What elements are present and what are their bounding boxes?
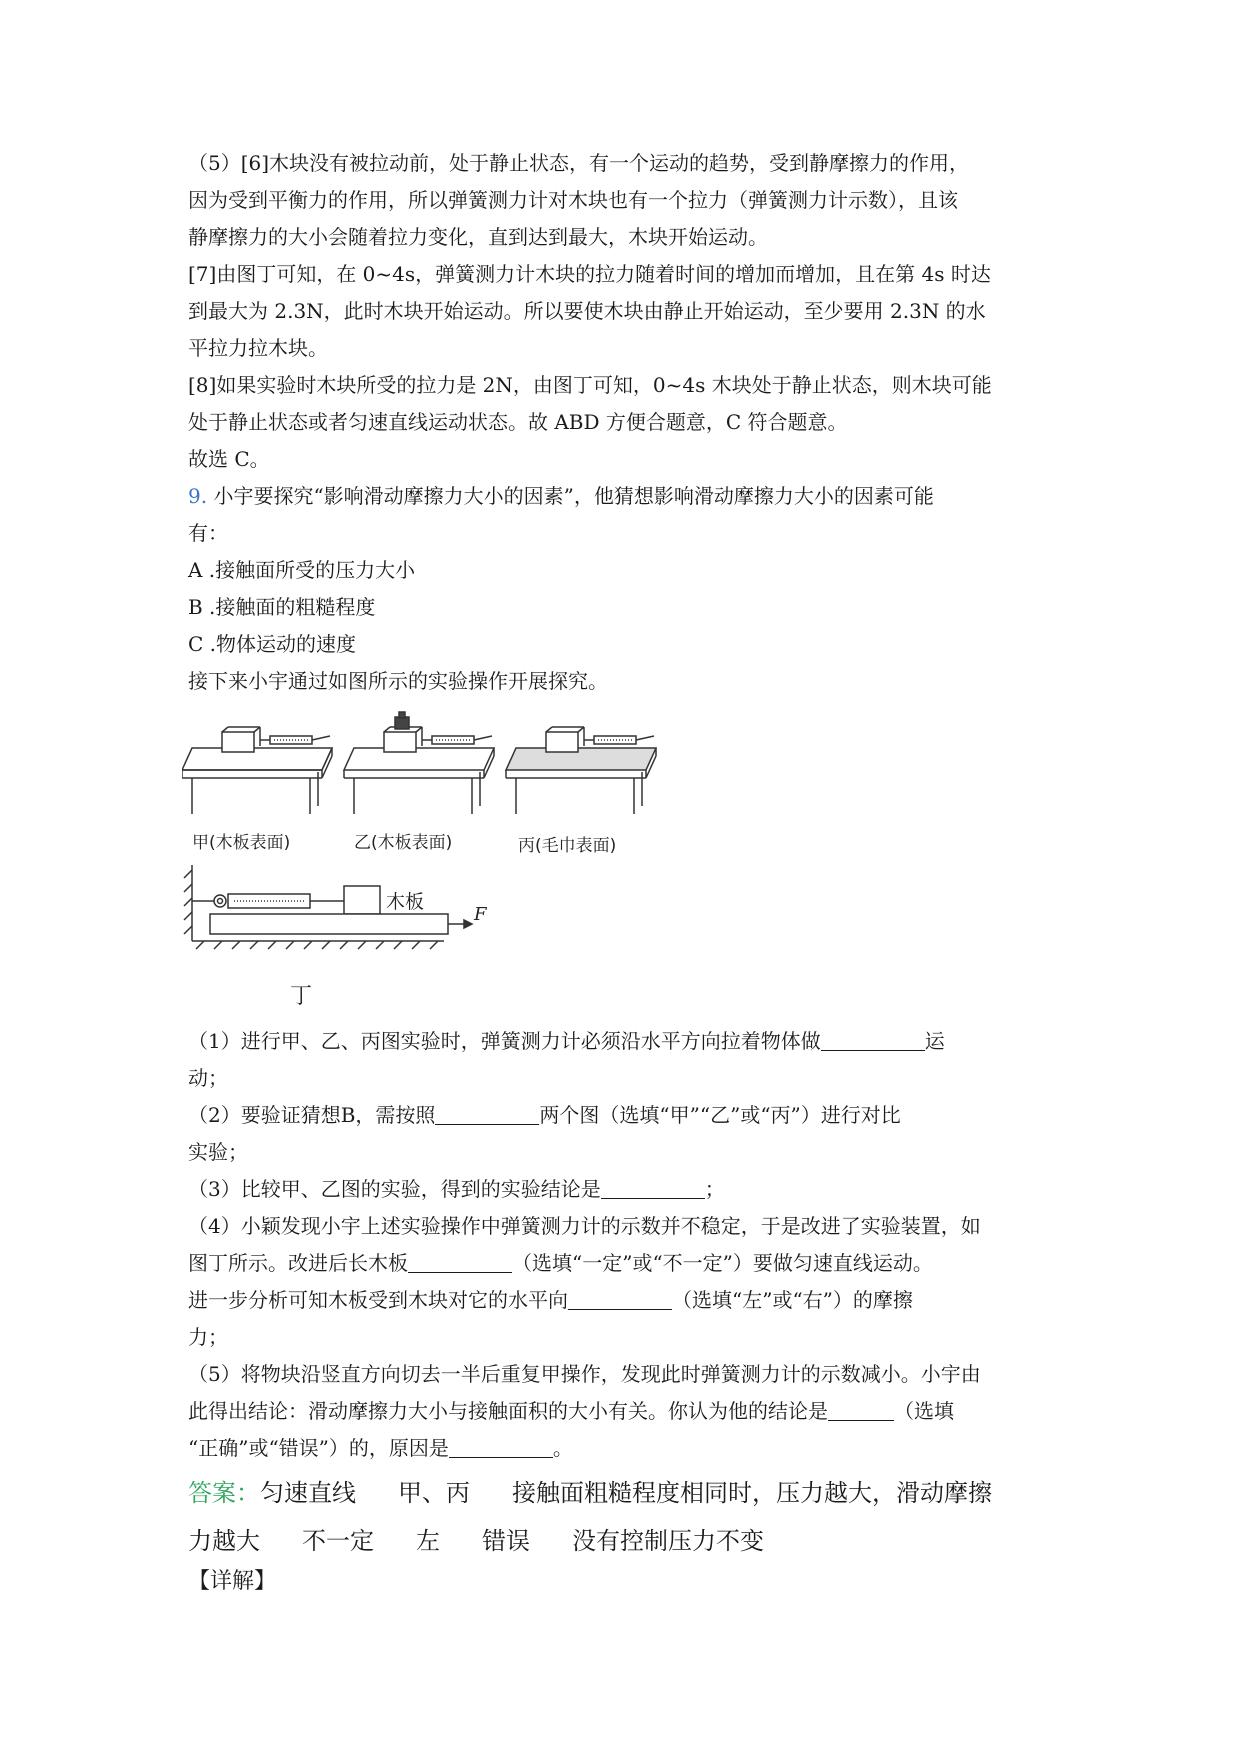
answer-label: 答案： xyxy=(188,1479,260,1507)
label-board: 木板 xyxy=(386,891,425,913)
q4-text-b: 图丁所示。改进后长木板 xyxy=(188,1251,408,1275)
answer-4: 不一定 xyxy=(302,1527,374,1555)
solution-line: 因为受到平衡力的作用，所以弹簧测力计对木块也有一个拉力（弹簧测力计示数），且该 xyxy=(188,188,958,212)
solution-line: [7]由图丁可知，在 0~4s，弹簧测力计木块的拉力随着时间的增加而增加，且在第 4s 时达 xyxy=(188,262,991,286)
q5-text-e: 。 xyxy=(552,1436,573,1460)
question-number: 9. xyxy=(188,484,208,508)
answer-2: 甲、丙 xyxy=(398,1479,470,1507)
solution-line: 静摩擦力的大小会随着拉力变化，直到达到最大，木块开始运动。 xyxy=(188,225,768,249)
q3-blank[interactable] xyxy=(601,1176,705,1199)
stem-text: 小宇要探究“影响滑动摩擦力大小的因素”，他猜想影响滑动摩擦力大小的因素可能 xyxy=(207,484,934,508)
q3-text: （3）比较甲、乙图的实验，得到的实验结论是 xyxy=(188,1177,601,1201)
sub-question-5-cont2 xyxy=(188,1430,1068,1467)
solution-line: 到最大为 2.3N，此时木块开始运动。所以要使木块由静止开始运动，至少要用 2.3N 的水 xyxy=(188,299,986,323)
answer-block xyxy=(188,1471,1068,1563)
solution-line: 处于静止状态或者匀速直线运动状态。故 ABD 方便合题意，C 符合题意。 xyxy=(188,410,848,434)
sub-question-4: （4）小颖发现小宇上述实验操作中弹簧测力计的示数并不稳定，于是改进了实验装置，如 xyxy=(188,1214,981,1238)
label-ding: 丁 xyxy=(290,984,313,1009)
sub-question-4-cont xyxy=(188,1245,1068,1282)
answer-line-1 xyxy=(188,1471,1068,1515)
q4-blank-2[interactable] xyxy=(568,1287,672,1310)
solution-line: 平拉力拉木块。 xyxy=(188,336,328,360)
solution-line: （5）[6]木块没有被拉动前，处于静止状态，有一个运动的趋势，受到静摩擦力的作用， xyxy=(188,151,970,175)
q3-text-b: ； xyxy=(704,1177,725,1201)
question-stem-cont: 有： xyxy=(188,521,228,545)
sub-question-4-cont2 xyxy=(188,1282,1068,1319)
answer-3: 接触面粗糙程度相同时，压力越大，滑动摩擦 xyxy=(512,1479,992,1507)
sub-question-3 xyxy=(188,1171,1068,1208)
q4-blank-1[interactable] xyxy=(408,1250,512,1273)
option-a: A .接触面所受的压力大小 xyxy=(188,558,416,582)
q5-blank-1[interactable] xyxy=(828,1398,894,1421)
answer-7: 没有控制压力不变 xyxy=(572,1527,764,1555)
q5-text-d: “正确”或“错误”）的，原因是 xyxy=(188,1436,449,1460)
answer-5: 左 xyxy=(416,1527,440,1555)
answer-6: 错误 xyxy=(482,1527,530,1555)
q1-text: （1）进行甲、乙、丙图实验时，弹簧测力计必须沿水平方向拉着物体做 xyxy=(188,1029,821,1053)
solution-line: [8]如果实验时木块所受的拉力是 2N，由图丁可知，0~4s 木块处于静止状态，则木块可能 xyxy=(188,373,992,397)
q2-text-b: 两个图（选填“甲”“乙”或“丙”）进行对比 xyxy=(539,1103,901,1127)
solution-line: 故选 C。 xyxy=(188,447,270,471)
label-yi: 乙(木板表面) xyxy=(354,833,453,853)
answer-1: 匀速直线 xyxy=(260,1479,356,1507)
q1-text-b: 运 xyxy=(924,1029,945,1053)
question-stem xyxy=(188,478,1068,515)
option-c: C .物体运动的速度 xyxy=(188,632,357,656)
answer-line-2 xyxy=(188,1519,1068,1563)
label-force: F xyxy=(474,904,487,925)
sub-question-2 xyxy=(188,1097,1068,1134)
sub-question-5: （5）将物块沿竖直方向切去一半后重复甲操作，发现此时弹簧测力计的示数减小。小宇由 xyxy=(188,1362,981,1386)
q1-blank[interactable] xyxy=(821,1028,925,1051)
document-page xyxy=(188,145,1068,1601)
diagram-ding xyxy=(184,865,472,949)
q5-blank-2[interactable] xyxy=(449,1435,553,1458)
q4-text-c: （选填“一定”或“不一定”）要做匀速直线运动。 xyxy=(512,1251,933,1275)
q5-text-b: 此得出结论：滑动摩擦力大小与接触面积的大小有关。你认为他的结论是 xyxy=(188,1399,828,1423)
figure-intro: 接下来小宇通过如图所示的实验操作开展探究。 xyxy=(188,669,608,693)
option-b: B .接触面的粗糙程度 xyxy=(188,595,376,619)
diagram-yi xyxy=(344,712,494,814)
q5-text-c: （选填 xyxy=(894,1399,954,1423)
label-bing: 丙(毛巾表面) xyxy=(518,836,617,856)
diagram-jia xyxy=(182,727,332,814)
sub-question-5-cont xyxy=(188,1393,1068,1430)
sub-question-4-cont3: 力； xyxy=(188,1325,228,1349)
q2-blank[interactable] xyxy=(435,1102,539,1125)
q2-text: （2）要验证猜想B，需按照 xyxy=(188,1103,436,1127)
experiment-diagrams xyxy=(182,708,682,1023)
label-jia: 甲(木板表面) xyxy=(192,833,291,853)
answer-3-cont: 力越大 xyxy=(188,1527,260,1555)
q4-text-e: （选填“左”或“右”）的摩擦 xyxy=(672,1288,913,1312)
detail-heading: 【详解】 xyxy=(188,1569,277,1594)
experiment-figure xyxy=(188,708,1068,1023)
diagram-bing xyxy=(506,727,656,814)
sub-question-1 xyxy=(188,1023,1068,1060)
sub-question-1-cont: 动； xyxy=(188,1066,228,1090)
question-9 xyxy=(188,478,1068,1467)
previous-solution xyxy=(188,145,1068,478)
q4-text-d: 进一步分析可知木板受到木块对它的水平向 xyxy=(188,1288,568,1312)
sub-question-2-cont: 实验； xyxy=(188,1140,248,1164)
